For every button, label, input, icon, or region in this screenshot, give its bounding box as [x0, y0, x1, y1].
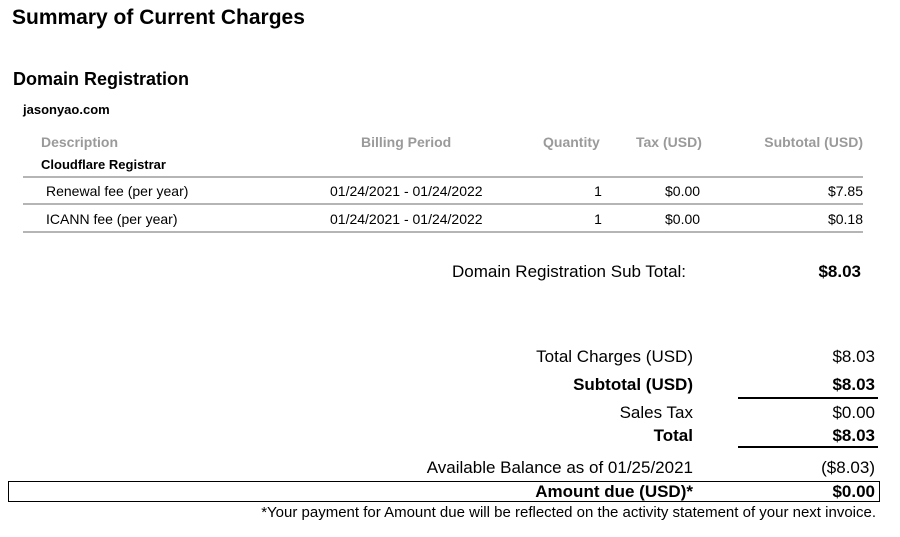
registrar-group-label: Cloudflare Registrar	[41, 157, 166, 172]
section-title: Domain Registration	[13, 69, 190, 89]
total-label: Total	[653, 426, 693, 445]
summary-divider	[738, 446, 878, 448]
column-header-description: Description	[41, 134, 119, 150]
table-divider	[23, 231, 863, 233]
column-header-tax: Tax (USD)	[636, 134, 702, 150]
row-description: Renewal fee (per year)	[46, 183, 189, 199]
total-value: $8.03	[832, 426, 875, 445]
table-divider	[23, 203, 863, 205]
column-header-subtotal: Subtotal (USD)	[764, 134, 863, 150]
section-subtotal-value: $8.03	[818, 262, 861, 281]
section-subtotal-label: Domain Registration Sub Total:	[452, 262, 687, 281]
total-charges-label: Total Charges (USD)	[536, 347, 693, 366]
column-header-billing-period: Billing Period	[361, 134, 452, 150]
footnote: *Your payment for Amount due will be reflected on the activity statement of your next invoice.	[261, 504, 876, 521]
summary-subtotal-label: Subtotal (USD)	[573, 375, 693, 394]
amount-due-value: $0.00	[832, 482, 875, 501]
summary-subtotal-value: $8.03	[832, 375, 875, 394]
row-subtotal: $7.85	[827, 183, 863, 199]
summary-divider	[738, 397, 878, 399]
amount-due-label: Amount due (USD)*	[535, 482, 693, 501]
page-title: Summary of Current Charges	[12, 6, 305, 29]
row-tax: $0.00	[665, 183, 701, 199]
domain-name: jasonyao.com	[23, 102, 110, 117]
row-description: ICANN fee (per year)	[46, 211, 178, 227]
sales-tax-value: $0.00	[832, 403, 875, 422]
sales-tax-label: Sales Tax	[619, 403, 693, 422]
row-tax: $0.00	[665, 211, 701, 227]
row-quantity: 1	[594, 183, 602, 199]
amount-due-box	[8, 481, 880, 502]
row-billing-period: 01/24/2021 - 01/24/2022	[330, 211, 483, 227]
row-quantity: 1	[594, 211, 602, 227]
row-billing-period: 01/24/2021 - 01/24/2022	[330, 183, 483, 199]
row-subtotal: $0.18	[827, 211, 863, 227]
available-balance-value: ($8.03)	[821, 458, 875, 477]
available-balance-label: Available Balance as of 01/25/2021	[426, 458, 693, 477]
table-row	[23, 206, 863, 232]
column-header-quantity: Quantity	[543, 134, 600, 150]
total-charges-value: $8.03	[832, 347, 875, 366]
table-row	[23, 178, 863, 204]
